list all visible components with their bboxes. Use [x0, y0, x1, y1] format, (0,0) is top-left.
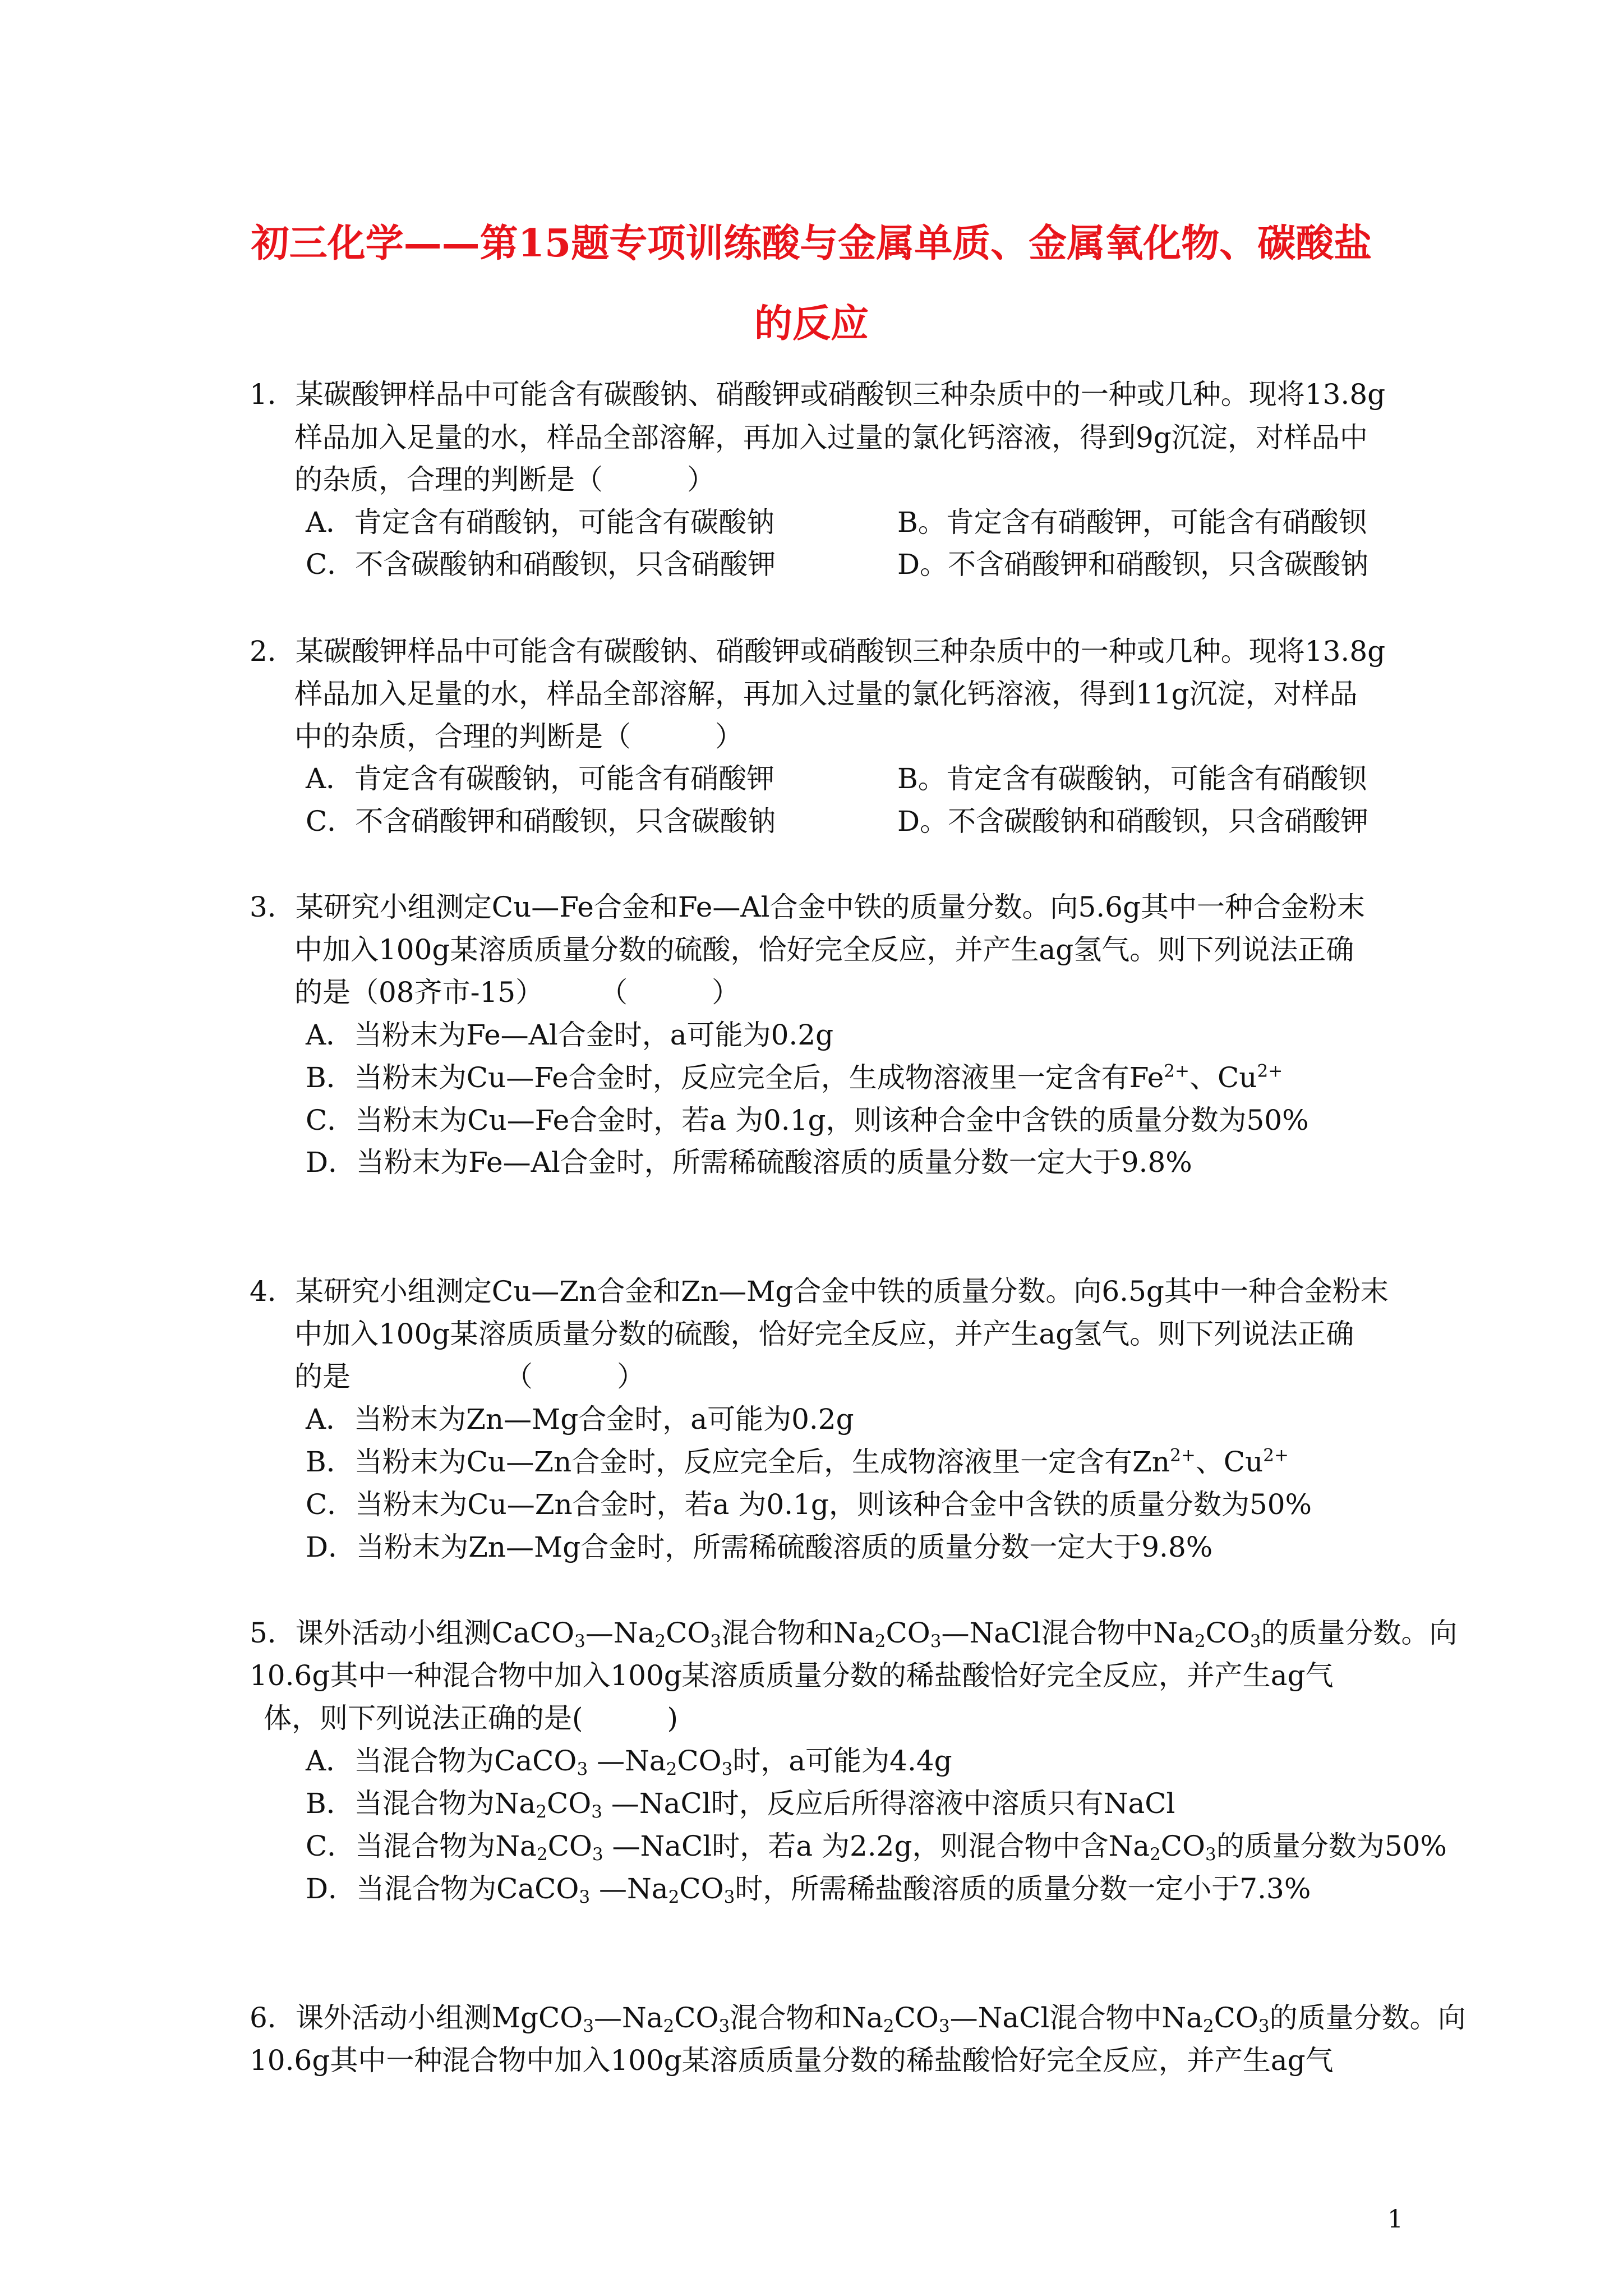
- question-5-option-c: C．当混合物为$Na_2CO_3$ —NaCl时，若a 为2.2g，则混合物中含$Na_2CO_3$的质量分数为50%: [306, 1830, 1447, 1865]
- question-2-option-b: B。肯定含有碳酸钠，可能含有硝酸钡: [897, 762, 1367, 795]
- question-3-option-a: A．当粉末为Fe—Al合金时，a可能为0.2g: [306, 1019, 834, 1051]
- question-2-line-2: 样品加入足量的水，样品全部溶解，再加入过量的氯化钙溶液，得到11g沉淀，对样品: [294, 678, 1358, 710]
- question-3-option-d: D．当粉末为Fe—Al合金时，所需稀硫酸溶质的质量分数一定大于9.8%: [306, 1146, 1192, 1179]
- question-3-line-1: 3．某研究小组测定Cu—Fe合金和Fe—Al合金中铁的质量分数。向5.6g其中一种合金粉末: [250, 891, 1365, 923]
- question-4-option-b: B．当粉末为Cu—Zn合金时，反应完全后，生成物溶液里一定含有$Zn^{2+}$、$Cu^{2+}$: [306, 1445, 1289, 1478]
- question-1-option-b: B。肯定含有硝酸钾，可能含有硝酸钡: [897, 506, 1367, 539]
- question-4-line-1: 4．某研究小组测定Cu—Zn合金和Zn—Mg合金中铁的质量分数。向6.5g其中一种合金粉末: [250, 1275, 1389, 1308]
- question-5-option-d: D．当混合物为CaCO$_3$ $—Na_2CO_3$时，所需稀盐酸溶质的质量分数一定小于7.3%: [306, 1872, 1311, 1907]
- question-1-option-c: C．不含碳酸钠和硝酸钡，只含硝酸钾: [306, 548, 776, 581]
- question-3-line-2: 中加入100g某溶质质量分数的硫酸，恰好完全反应，并产生ag氢气。则下列说法正确: [294, 933, 1354, 966]
- question-5-line-2: 10.6g其中一种混合物中加入100g某溶质质量分数的稀盐酸恰好完全反应，并产生ag气: [250, 1659, 1334, 1692]
- question-3-option-b: B．当粉末为Cu—Fe合金时，反应完全后，生成物溶液里一定含有$Fe^{2+}$、$Cu^{2+}$: [306, 1061, 1283, 1094]
- question-1-option-d: D。不含硝酸钾和硝酸钡，只含碳酸钠: [897, 548, 1369, 581]
- question-3-line-3: 的是（08齐市-15） （ ）: [294, 976, 740, 1009]
- question-4-option-d: D．当粉末为Zn—Mg合金时，所需稀硫酸溶质的质量分数一定大于9.8%: [306, 1531, 1213, 1563]
- question-2-line-3: 中的杂质，合理的判断是（ ）: [294, 720, 743, 753]
- question-5-option-b: B．当混合物为$Na_2CO_3$ —NaCl时，反应后所得溶液中溶质只有NaCl: [306, 1787, 1175, 1822]
- question-4-option-c: C．当粉末为Cu—Zn合金时，若a 为0.1g，则该种合金中含铁的质量分数为50%: [306, 1488, 1312, 1521]
- question-1-option-a: A．肯定含有硝酸钠，可能含有碳酸钠: [306, 506, 775, 539]
- question-4-option-a: A．当粉末为Zn—Mg合金时，a可能为0.2g: [306, 1403, 854, 1435]
- question-4-line-3: 的是 （ ）: [294, 1360, 645, 1393]
- question-2-option-c: C．不含硝酸钾和硝酸钡，只含碳酸钠: [306, 805, 776, 838]
- question-6-line-1: 6．课外活动小组测$MgCO_3—Na_2CO_3$混合物和$Na_2CO_3—NaCl$混合物中$Na_2CO_3$的质量分数。向: [250, 2001, 1466, 2036]
- question-1-line-2: 样品加入足量的水，样品全部溶解，再加入过量的氯化钙溶液，得到9g沉淀，对样品中: [294, 421, 1368, 454]
- question-5-option-a: A．当混合物为CaCO$_3$ $—Na_2CO_3$时，a可能为4.4g: [306, 1745, 952, 1779]
- question-1-line-3: 的杂质，合理的判断是（ ）: [294, 463, 715, 496]
- question-5-line-3: 体，则下列说法正确的是( ): [264, 1702, 679, 1734]
- question-4-line-2: 中加入100g某溶质质量分数的硫酸，恰好完全反应，并产生ag氢气。则下列说法正确: [294, 1318, 1354, 1350]
- page-title: 初三化学——第15题专项训练酸与金属单质、金属氧化物、碳酸盐: [251, 221, 1372, 266]
- question-6-line-2: 10.6g其中一种混合物中加入100g某溶质质量分数的稀盐酸恰好完全反应，并产生ag气: [250, 2044, 1334, 2077]
- question-3-option-c: C．当粉末为Cu—Fe合金时，若a 为0.1g，则该种合金中含铁的质量分数为50%: [306, 1104, 1309, 1137]
- question-5-line-1: 5．课外活动小组测$CaCO_3—Na_2CO_3$混合物和$Na_2CO_3—NaCl$混合物中$Na_2CO_3$的质量分数。向: [250, 1617, 1458, 1651]
- page-number: 1: [1387, 2205, 1403, 2234]
- question-2-line-1: 2．某碳酸钾样品中可能含有碳酸钠、硝酸钾或硝酸钡三种杂质中的一种或几种。现将13.8g: [250, 635, 1386, 668]
- page-title-continued: 的反应: [754, 301, 869, 346]
- question-1-line-1: 1．某碳酸钾样品中可能含有碳酸钠、硝酸钾或硝酸钡三种杂质中的一种或几种。现将13.8g: [250, 378, 1386, 411]
- question-2-option-a: A．肯定含有碳酸钠，可能含有硝酸钾: [306, 762, 775, 795]
- question-2-option-d: D。不含碳酸钠和硝酸钡，只含硝酸钾: [897, 805, 1369, 838]
